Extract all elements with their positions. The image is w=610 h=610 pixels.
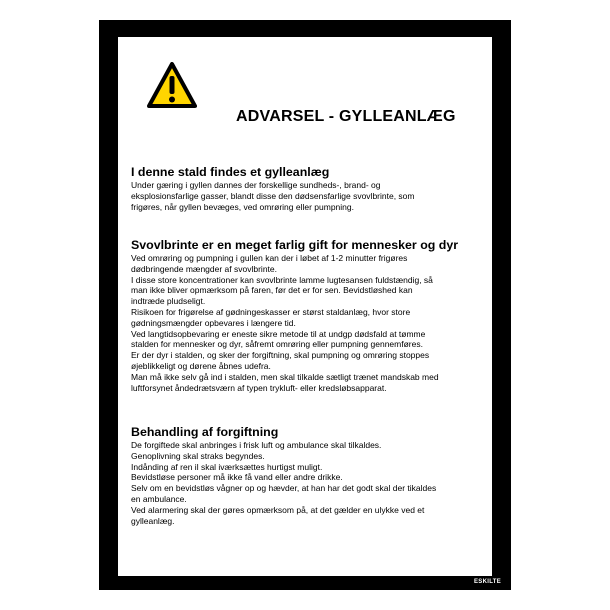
text-line: Er der dyr i stalden, og sker der forgiftning, skal pumpning og omrøring stoppes xyxy=(131,350,430,361)
text-line: I disse store koncentrationer kan svovlbrinte lamme lugtesansen fuldstændig, så xyxy=(131,274,433,285)
section-heading: Behandling af forgiftning xyxy=(131,425,279,439)
text-line: Ved langtidsopbevaring er eneste sikre metode til at undgp dødsfald at tømme xyxy=(131,328,426,339)
text-line: Indånding af ren il skal iværksættes hurtigst muligt. xyxy=(131,461,323,472)
text-line: Genoplivning skal straks begyndes. xyxy=(131,450,265,461)
text-line: Under gæring i gyllen dannes der forskellige sundheds-, brand- og xyxy=(131,180,381,190)
text-line: Man må ikke selv gå ind i stalden, men skal tilkalde sætligt trænet mandskab med xyxy=(131,371,439,382)
section-behandling xyxy=(131,425,483,526)
warning-triangle-icon xyxy=(147,62,197,108)
section-body xyxy=(131,180,483,212)
text-line: øjeblikkeligt og dørene åbnes udefra. xyxy=(131,360,271,371)
sign-panel xyxy=(118,37,492,576)
text-line: gylleanlæg. xyxy=(131,515,175,526)
text-line: stalden for mennesker og dyr, såfremt omrøring eller pumpning gennemføres. xyxy=(131,339,423,350)
section-heading: Svovlbrinte er en meget farlig gift for mennesker og dyr xyxy=(131,238,459,252)
text-line: Selv om en bevidstløs vågner op og hævder, at han har det godt skal der tikaldes xyxy=(131,483,437,494)
text-line: Ved alarmering skal der gøres opmærksom på, at det gælder en ulykke ved et xyxy=(131,504,425,515)
text-line: eksplosionsfarlige gasser, blandt disse den dødsensfarlige svovlbrinte, som xyxy=(131,190,415,201)
text-line: en ambulance. xyxy=(131,493,187,504)
sign-title: ADVARSEL - GYLLEANLÆG xyxy=(236,108,456,125)
section-gylleanlaeg xyxy=(131,165,483,212)
text-line: Ved omrøring og pumpning i gullen kan der i løbet af 1-2 minutter frigøres xyxy=(131,253,408,263)
text-line: De forgiftede skal anbringes i frisk luft og ambulance skal tilkaldes. xyxy=(131,440,382,450)
section-body xyxy=(131,253,483,393)
section-body xyxy=(131,440,483,526)
text-line: frigøres, når gyllen bevæges, ved omrøring eller pumpning. xyxy=(131,201,354,212)
text-line: luftforsynet åndedrætsværn af typen trykluft- eller kredsløbsapparat. xyxy=(131,382,387,393)
warning-sign xyxy=(99,20,511,590)
section-svovlbrinte xyxy=(131,238,483,393)
text-line: indtræde pludseligt. xyxy=(131,296,206,307)
text-line: Risikoen for frigørelse af gødningeskasser er størst staldanlæg, hvor store xyxy=(131,306,411,317)
text-line: man ikke bliver opmærksom på faren, før det er for sen. Bevidstløshed kan xyxy=(131,285,413,296)
text-line: Bevidstløse personer må ikke få vand eller andre drikke. xyxy=(131,472,343,483)
section-heading: I denne stald findes et gylleanlæg xyxy=(131,165,330,179)
text-line: dødbringende mængder af svovlbrinte. xyxy=(131,263,277,274)
brand-label: ESKILTE xyxy=(474,579,501,585)
text-line: gødningsmængder opbevares i længere tid. xyxy=(131,317,296,328)
